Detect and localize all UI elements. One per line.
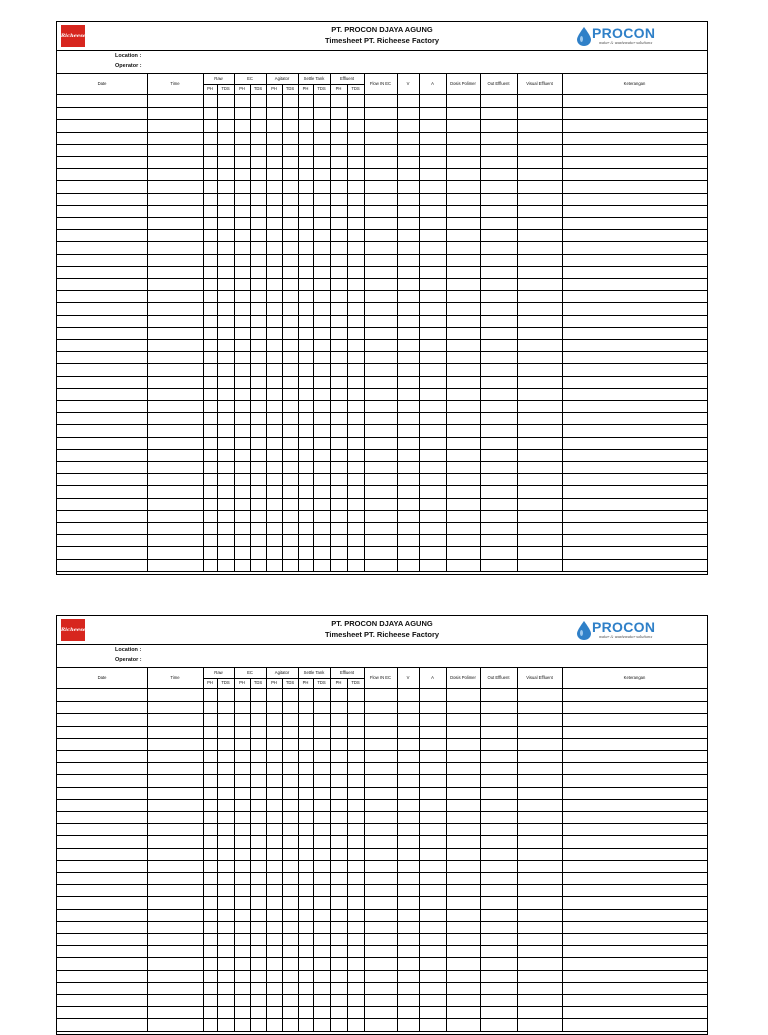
column-header xyxy=(57,74,707,95)
table-row-line xyxy=(57,278,707,279)
col-divider xyxy=(298,74,299,94)
table-row-line xyxy=(57,449,707,450)
table-row-line xyxy=(57,363,707,364)
table-row-line xyxy=(57,461,707,462)
col-divider xyxy=(203,74,204,94)
col-divider xyxy=(397,74,398,94)
col-divider xyxy=(330,95,331,571)
col-divider xyxy=(203,668,204,688)
subcol-tds-header: TDS xyxy=(253,85,263,91)
col-divider xyxy=(480,689,481,1031)
col-time-header: Time xyxy=(170,675,180,680)
col-divider xyxy=(347,689,348,1031)
col-divider xyxy=(446,668,447,688)
group-divider xyxy=(203,84,234,85)
table-row-line xyxy=(57,994,707,995)
group-divider xyxy=(298,84,330,85)
sheet-subtitle: Timesheet PT. Richeese Factory xyxy=(324,630,440,639)
richeese-logo: Richeese Factory xyxy=(61,619,85,641)
subcol-ph-header: PH xyxy=(239,679,245,685)
table-row-line xyxy=(57,339,707,340)
subcol-ph-header: PH xyxy=(335,85,342,91)
location-label: Location : xyxy=(115,647,142,653)
col-divider xyxy=(234,668,235,688)
timesheet-form-2 xyxy=(56,615,708,1035)
subcol-ph-header: PH xyxy=(335,679,342,685)
col-divider xyxy=(203,95,204,571)
table-row-line xyxy=(57,896,707,897)
col-divider xyxy=(480,74,481,94)
col-divider xyxy=(347,95,348,571)
group-header-effluent: Effluent xyxy=(339,669,355,675)
table-row-line xyxy=(57,168,707,169)
col-dosis-header: Dosis Polimer xyxy=(450,81,476,86)
table-row-line xyxy=(57,872,707,873)
subcol-divider xyxy=(282,84,283,94)
col-divider xyxy=(364,95,365,571)
group-header-raw: Raw xyxy=(214,669,223,675)
subcol-tds-header: TDS xyxy=(317,679,326,685)
col-divider xyxy=(250,689,251,1031)
col-divider xyxy=(147,74,148,94)
table-row-line xyxy=(57,823,707,824)
table-row-line xyxy=(57,726,707,727)
table-row-line xyxy=(57,290,707,291)
col-divider xyxy=(419,74,420,94)
col-visual-effluent-header: Visual Effluent xyxy=(526,81,553,86)
col-divider xyxy=(397,668,398,688)
subcol-divider xyxy=(217,678,218,688)
timesheet-form-1 xyxy=(56,21,708,575)
col-divider xyxy=(517,668,518,688)
col-divider xyxy=(266,95,267,571)
col-keterangan-header: Keterangan xyxy=(623,81,646,86)
group-header-agitator: Agitator xyxy=(274,75,290,81)
table-row-line xyxy=(57,132,707,133)
col-divider xyxy=(517,689,518,1031)
col-divider xyxy=(147,689,148,1031)
col-divider xyxy=(480,668,481,688)
subcol-tds-header: TDS xyxy=(285,85,295,91)
water-drop-icon xyxy=(577,621,591,640)
table-row-line xyxy=(57,546,707,547)
col-divider xyxy=(397,689,398,1031)
procon-tagline: water & wastewater solutions xyxy=(599,635,653,639)
table-row-line xyxy=(57,376,707,377)
company-title: PT. PROCON DJAYA AGUNG xyxy=(331,25,433,34)
col-v-header: V xyxy=(406,81,410,86)
procon-brand: PROCON xyxy=(592,619,656,635)
sheet-subtitle: Timesheet PT. Richeese Factory xyxy=(324,36,440,45)
subcol-ph-header: PH xyxy=(271,85,277,91)
subcol-divider xyxy=(282,678,283,688)
col-date-header: Date xyxy=(97,81,107,86)
table-row-line xyxy=(57,424,707,425)
table-row-line xyxy=(57,522,707,523)
col-divider xyxy=(266,74,267,94)
col-divider xyxy=(419,668,420,688)
table-row-line xyxy=(57,921,707,922)
table-row-line xyxy=(57,485,707,486)
location-label: Location : xyxy=(115,53,142,59)
table-row-line xyxy=(57,835,707,836)
operator-label: Operator : xyxy=(115,63,142,69)
table-row-line xyxy=(57,351,707,352)
col-divider xyxy=(234,95,235,571)
col-divider xyxy=(562,74,563,94)
col-a-header: A xyxy=(431,675,434,680)
group-divider xyxy=(298,678,330,679)
col-divider xyxy=(147,668,148,688)
col-divider xyxy=(364,689,365,1031)
table-row-line xyxy=(57,860,707,861)
table-row-line xyxy=(57,750,707,751)
richeese-logo: Richeese Factory xyxy=(61,25,85,47)
info-section xyxy=(57,51,707,74)
subcol-ph-header: PH xyxy=(207,679,213,685)
table-row-line xyxy=(57,144,707,145)
table-row-line xyxy=(57,217,707,218)
table-row-line xyxy=(57,571,707,572)
table-row-line xyxy=(57,510,707,511)
col-flow-header: Flow IN EC xyxy=(369,81,392,86)
col-divider xyxy=(330,689,331,1031)
col-a-header: A xyxy=(431,81,434,86)
col-divider xyxy=(330,74,331,94)
subcol-ph-header: PH xyxy=(239,85,245,91)
col-divider xyxy=(234,689,235,1031)
group-header-ec: EC xyxy=(247,669,253,675)
table-row-line xyxy=(57,315,707,316)
procon-tagline: water & wastewater solutions xyxy=(599,41,653,45)
subcol-tds-header: TDS xyxy=(351,85,360,91)
col-divider xyxy=(203,689,204,1031)
table-row-line xyxy=(57,787,707,788)
col-v-header: V xyxy=(406,675,410,680)
table-row-line xyxy=(57,437,707,438)
table-row-line xyxy=(57,473,707,474)
col-divider xyxy=(562,689,563,1031)
subcol-tds-header: TDS xyxy=(221,679,230,685)
group-header-raw: Raw xyxy=(214,75,223,81)
subcol-tds-header: TDS xyxy=(221,85,230,91)
group-header-settle-tank: Settle Tank xyxy=(303,75,325,81)
table-row-line xyxy=(57,738,707,739)
col-divider xyxy=(266,668,267,688)
col-divider xyxy=(313,95,314,571)
col-divider xyxy=(419,689,420,1031)
col-date-header: Date xyxy=(97,675,107,680)
col-divider xyxy=(217,95,218,571)
group-header-agitator: Agitator xyxy=(274,669,290,675)
table-row-line xyxy=(57,982,707,983)
subcol-ph-header: PH xyxy=(302,85,309,91)
table-row-line xyxy=(57,400,707,401)
col-divider xyxy=(446,74,447,94)
col-divider xyxy=(217,689,218,1031)
table-row-line xyxy=(57,799,707,800)
col-divider xyxy=(313,689,314,1031)
col-keterangan-header: Keterangan xyxy=(623,675,646,680)
table-row-line xyxy=(57,254,707,255)
table-row-line xyxy=(57,327,707,328)
col-divider xyxy=(397,95,398,571)
table-row-line xyxy=(57,1018,707,1019)
col-visual-effluent-header: Visual Effluent xyxy=(526,675,553,680)
subcol-divider xyxy=(250,678,251,688)
table-row-line xyxy=(57,811,707,812)
table-row-line xyxy=(57,559,707,560)
table-row-line xyxy=(57,107,707,108)
subcol-divider xyxy=(217,84,218,94)
col-divider xyxy=(298,689,299,1031)
col-out-effluent-header: Out Effluent xyxy=(487,675,510,680)
col-flow-header: Flow IN EC xyxy=(369,675,392,680)
table-row-line xyxy=(57,884,707,885)
table-row-line xyxy=(57,498,707,499)
group-header-effluent: Effluent xyxy=(339,75,355,81)
subcol-tds-header: TDS xyxy=(285,679,295,685)
data-grid xyxy=(57,689,707,1031)
table-row-line xyxy=(57,266,707,267)
data-grid xyxy=(57,95,707,571)
col-divider xyxy=(364,74,365,94)
water-drop-icon xyxy=(577,27,591,46)
table-row-line xyxy=(57,205,707,206)
col-divider xyxy=(234,74,235,94)
table-row-line xyxy=(57,412,707,413)
procon-logo xyxy=(577,26,665,48)
col-divider xyxy=(419,95,420,571)
subcol-ph-header: PH xyxy=(207,85,213,91)
table-row-line xyxy=(57,945,707,946)
col-divider xyxy=(250,95,251,571)
group-header-ec: EC xyxy=(247,75,253,81)
table-row-line xyxy=(57,119,707,120)
col-divider xyxy=(298,95,299,571)
table-row-line xyxy=(57,774,707,775)
col-divider xyxy=(364,668,365,688)
col-divider xyxy=(266,689,267,1031)
subcol-ph-header: PH xyxy=(302,679,309,685)
col-divider xyxy=(282,689,283,1031)
table-row-line xyxy=(57,241,707,242)
table-row-line xyxy=(57,156,707,157)
col-divider xyxy=(517,74,518,94)
col-divider xyxy=(330,668,331,688)
table-row-line xyxy=(57,848,707,849)
col-divider xyxy=(480,95,481,571)
col-divider xyxy=(282,95,283,571)
subcol-divider xyxy=(250,84,251,94)
company-title: PT. PROCON DJAYA AGUNG xyxy=(331,619,433,628)
col-dosis-header: Dosis Polimer xyxy=(450,675,476,680)
info-section xyxy=(57,645,707,668)
table-row-line xyxy=(57,713,707,714)
table-row-line xyxy=(57,933,707,934)
table-row-line xyxy=(57,388,707,389)
subcol-divider xyxy=(347,84,348,94)
subcol-divider xyxy=(313,678,314,688)
subcol-ph-header: PH xyxy=(271,679,277,685)
subcol-tds-header: TDS xyxy=(253,679,263,685)
table-row-line xyxy=(57,909,707,910)
table-row-line xyxy=(57,302,707,303)
col-out-effluent-header: Out Effluent xyxy=(487,81,510,86)
col-divider xyxy=(446,95,447,571)
col-time-header: Time xyxy=(170,81,180,86)
group-divider xyxy=(203,678,234,679)
table-row-line xyxy=(57,534,707,535)
subcol-tds-header: TDS xyxy=(317,85,326,91)
column-header xyxy=(57,668,707,689)
col-divider xyxy=(446,689,447,1031)
table-row-line xyxy=(57,1006,707,1007)
table-row-line xyxy=(57,970,707,971)
procon-logo xyxy=(577,620,665,642)
subcol-tds-header: TDS xyxy=(351,679,360,685)
col-divider xyxy=(562,668,563,688)
table-row-line xyxy=(57,180,707,181)
table-row-line xyxy=(57,229,707,230)
col-divider xyxy=(517,95,518,571)
table-row-line xyxy=(57,193,707,194)
table-row-line xyxy=(57,701,707,702)
col-divider xyxy=(147,95,148,571)
table-row-line xyxy=(57,957,707,958)
col-divider xyxy=(562,95,563,571)
table-row-line xyxy=(57,762,707,763)
operator-label: Operator : xyxy=(115,657,142,663)
table-row-line xyxy=(57,1031,707,1032)
subcol-divider xyxy=(347,678,348,688)
subcol-divider xyxy=(313,84,314,94)
group-header-settle-tank: Settle Tank xyxy=(303,669,325,675)
col-divider xyxy=(298,668,299,688)
procon-brand: PROCON xyxy=(592,25,656,41)
